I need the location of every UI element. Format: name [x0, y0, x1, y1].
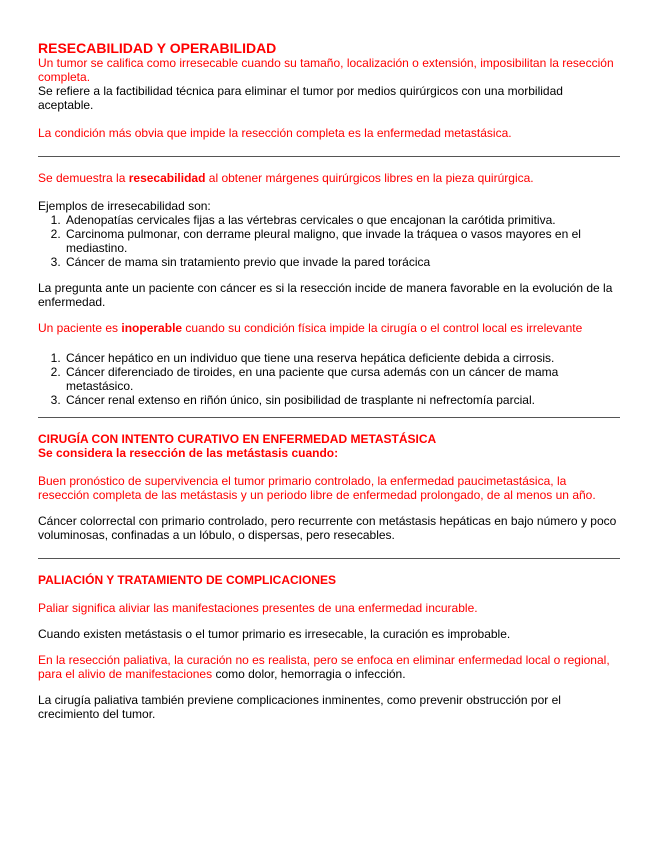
paragraph-paliar: Paliar significa aliviar las manifestaciones presentes de una enfermedad incurable.: [38, 601, 478, 615]
list-item: 2. Cáncer diferenciado de tiroides, en una paciente que cursa además con un cáncer de mama metastásico.: [64, 365, 620, 393]
term-resecabilidad: resecabilidad: [128, 171, 206, 185]
section-subtitle-metastasis: Se considera la resección de las metástasis cuando:: [38, 446, 339, 460]
paragraph-irresecable-definition: Un tumor se califica como irresecable cuando su tamaño, localización o extensión, imposibilitan la resección completa.: [38, 56, 614, 84]
list-item: 3. Cáncer renal extenso en riñón único, sin posibilidad de trasplante ni nefrectomía parcial.: [64, 393, 620, 407]
inoperable-examples-list: [38, 351, 620, 407]
paragraph-curacion-improbable: Cuando existen metástasis o el tumor primario es irresecable, la curación es improbable.: [38, 627, 511, 641]
list-item: 3. Cáncer de mama sin tratamiento previo que invade la pared torácica: [64, 255, 620, 269]
paragraph-enfermedad-metastasica: La condición más obvia que impide la resección completa es la enfermedad metastásica.: [38, 126, 512, 140]
paragraph-buen-pronostico: Buen pronóstico de supervivencia el tumor primario controlado, la enfermedad paucimetastásica, la resección completa de las metástasis y un periodo libre de enfermedad prolongado, de al menos un año.: [38, 474, 596, 502]
paragraph-cirugia-paliativa: La cirugía paliativa también previene complicaciones inminentes, como prevenir obstrucción por el crecimiento del tumor.: [38, 693, 561, 721]
irresecabilidad-examples-list: [38, 213, 620, 269]
document-content: [38, 40, 620, 721]
term-inoperable: inoperable: [121, 321, 183, 335]
list-item: 1. Adenopatías cervicales fijas a las vértebras cervicales o que encajonan la carótida primitiva.: [64, 213, 620, 227]
list-item: 2. Carcinoma pulmonar, con derrame pleural maligno, que invade la tráquea o vasos mayores en el mediastino.: [64, 227, 620, 255]
list-item: 1. Cáncer hepático en un individuo que tiene una reserva hepática deficiente debida a cirrosis.: [64, 351, 620, 365]
paragraph-colorrectal: Cáncer colorrectal con primario controlado, pero recurrente con metástasis hepáticas en bajo número y poco voluminosas, confinadas a un lóbulo, o dispersas, pero resecables.: [38, 514, 617, 542]
section-title-paliacion: PALIACIÓN Y TRATAMIENTO DE COMPLICACIONES: [38, 573, 337, 587]
section-title-cirugia-curativa: CIRUGÍA CON INTENTO CURATIVO EN ENFERMEDAD METASTÁSICA: [38, 432, 437, 446]
section-title-resecabilidad: RESECABILIDAD Y OPERABILIDAD: [38, 40, 277, 56]
paragraph-reseccion-paliativa: En la resección paliativa, la curación no es realista, pero se enfoca en eliminar enfermedad local o regional, para el alivio de manifestaciones como dolor, hemorragia o infección.: [38, 653, 610, 681]
paragraph-inoperable: Un paciente es inoperable cuando su condición física impide la cirugía o el control local es irrelevante: [38, 321, 583, 335]
paragraph-factibilidad: Se refiere a la factibilidad técnica para eliminar el tumor por medios quirúrgicos con una morbilidad aceptable.: [38, 84, 563, 112]
paragraph-pregunta: La pregunta ante un paciente con cáncer es si la resección incide de manera favorable en la evolución de la enfermedad.: [38, 281, 613, 309]
examples-intro: Ejemplos de irresecabilidad son:: [38, 199, 211, 213]
paragraph-resecabilidad-margenes: Se demuestra la resecabilidad al obtener márgenes quirúrgicos libres en la pieza quirúrgica.: [38, 171, 534, 185]
